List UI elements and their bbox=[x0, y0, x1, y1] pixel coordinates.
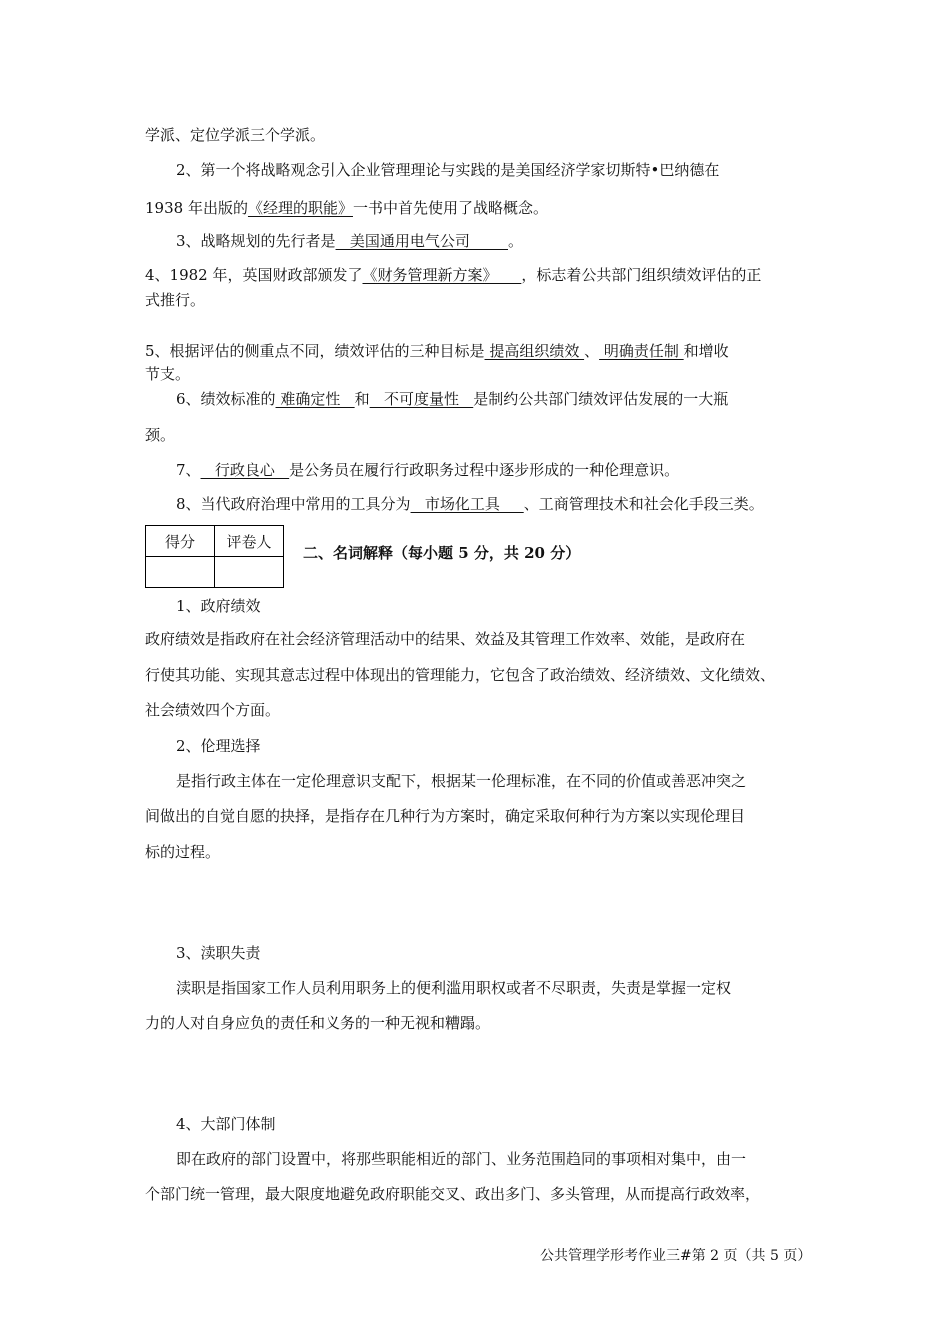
question-6-line-1: 6、绩效标准的 难确定性 和 不可度量性 是制约公共部门绩效评估发展的一大瓶 bbox=[176, 390, 729, 408]
term-3-line-1: 渎职是指国家工作人员利用职务上的便利滥用职权或者不尽职责，失责是掌握一定权 bbox=[176, 979, 732, 997]
term-2-line-1: 是指行政主体在一定伦理意识支配下，根据某一伦理标准，在不同的价值或善恶冲突之 bbox=[176, 772, 747, 790]
term-1-line-3: 社会绩效四个方面。 bbox=[145, 701, 281, 719]
grader-header: 评卷人 bbox=[215, 526, 284, 557]
score-cell bbox=[146, 557, 215, 588]
question-5-line-1: 5、根据评估的侧重点不同，绩效评估的三种目标是 提高组织绩效 、 明确责任制 和增收 bbox=[145, 342, 729, 360]
term-4-title: 4、大部门体制 bbox=[176, 1115, 276, 1133]
question-2-line-2: 1938 年出版的《经理的职能》一书中首先使用了战略概念。 bbox=[145, 199, 548, 217]
answer-blank: 不可度量性 bbox=[369, 390, 474, 408]
term-1-line-2: 行使其功能、实现其意志过程中体现出的管理能力，它包含了政治绩效、经济绩效、文化绩效、 bbox=[145, 666, 776, 684]
term-2-line-3: 标的过程。 bbox=[145, 843, 221, 861]
score-header: 得分 bbox=[146, 526, 215, 557]
answer-blank: 提高组织绩效 bbox=[484, 342, 585, 360]
question-4-line-1: 4、1982 年，英国财政部颁发了《财务管理新方案》 ，标志着公共部门组织绩效评估的正 bbox=[145, 266, 762, 284]
answer-blank: 《经理的职能》 bbox=[247, 199, 353, 217]
term-3-title: 3、渎职失责 bbox=[176, 944, 261, 962]
grader-cell bbox=[215, 557, 284, 588]
question-4-line-2: 式推行。 bbox=[145, 291, 206, 309]
answer-blank: 美国通用电气公司 bbox=[335, 232, 508, 250]
answer-blank: 《财务管理新方案》 bbox=[362, 266, 522, 284]
question-3: 3、战略规划的先行者是 美国通用电气公司 。 bbox=[176, 232, 524, 250]
answer-blank: 明确责任制 bbox=[599, 342, 684, 360]
term-2-title: 2、伦理选择 bbox=[176, 737, 261, 755]
term-4-line-1: 即在政府的部门设置中，将那些职能相近的部门、业务范围趋同的事项相对集中，由一 bbox=[176, 1150, 747, 1168]
answer-blank: 市场化工具 bbox=[410, 495, 524, 513]
term-4-line-2: 个部门统一管理，最大限度地避免政府职能交叉、政出多门、多头管理，从而提高行政效率， bbox=[145, 1185, 761, 1203]
text-line: 学派、定位学派三个学派。 bbox=[145, 126, 326, 144]
answer-blank: 难确定性 bbox=[275, 390, 355, 408]
question-7: 7、 行政良心 是公务员在履行行政职务过程中逐步形成的一种伦理意识。 bbox=[176, 461, 680, 479]
question-8: 8、当代政府治理中常用的工具分为 市场化工具 、工商管理技术和社会化手段三类。 bbox=[176, 495, 764, 513]
term-1-title: 1、政府绩效 bbox=[176, 597, 261, 615]
question-5-line-2: 节支。 bbox=[145, 365, 191, 383]
page-footer: 公共管理学形考作业三#第 2 页（共 5 页） bbox=[540, 1248, 812, 1264]
score-table bbox=[145, 525, 284, 588]
answer-blank: 行政良心 bbox=[200, 461, 290, 479]
term-3-line-2: 力的人对自身应负的责任和义务的一种无视和糟蹋。 bbox=[145, 1014, 491, 1032]
term-2-line-2: 间做出的自觉自愿的抉择，是指存在几种行为方案时，确定采取何种行为方案以实现伦理目 bbox=[145, 807, 746, 825]
section-title: 二、名词解释（每小题 5 分，共 20 分） bbox=[303, 544, 581, 562]
question-2-line-1: 2、第一个将战略观念引入企业管理理论与实践的是美国经济学家切斯特•巴纳德在 bbox=[176, 161, 720, 179]
term-1-line-1: 政府绩效是指政府在社会经济管理活动中的结果、效益及其管理工作效率、效能，是政府在 bbox=[145, 630, 746, 648]
question-6-line-2: 颈。 bbox=[145, 426, 176, 444]
